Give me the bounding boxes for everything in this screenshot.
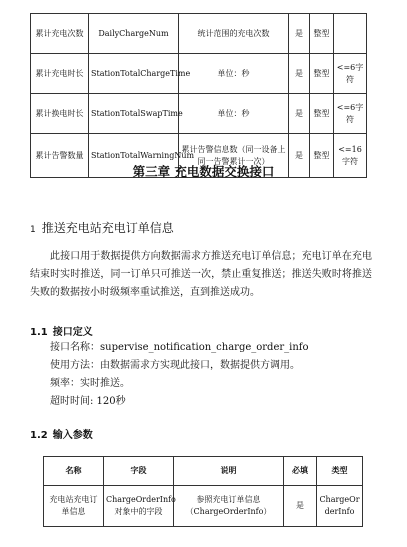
table-row [31,14,367,54]
subsection-title: 接口定义 [52,327,93,338]
cell-desc: 参照充电订单信息（ChargeOrderInfo） [174,486,284,527]
timeout-line: 超时时间: 120秒 [50,396,126,407]
cell-required: 是 [284,486,317,527]
section-heading [30,219,174,236]
cell-required: 是 [289,14,310,54]
cell-type: ChargeOrderInfo [317,486,363,527]
cell-note: <=16字符 [334,134,367,178]
cell-note: <=6字符 [334,94,367,134]
cell-name: 累计充电次数 [31,14,89,54]
header-field: 字段 [104,457,174,486]
cell-field: StationTotalSwapTime [89,94,179,134]
section-paragraph: 此接口用于数据提供方向数据需求方推送充电订单信息；充电订单在充电结束时实时推送，同一订单只可推送一次，禁止重复推送；推送失败时将推送失败的数据按小时级频率重试推送，直到推送成功。 [30,251,372,298]
cell-note [334,14,367,54]
cell-type: 整型 [310,134,334,178]
cell-field: DailyChargeNum [89,14,179,54]
subsection-title: 输入参数 [52,430,93,441]
cell-name: 累计告警数量 [31,134,89,178]
subsection-heading-interface-definition [30,323,93,338]
cell-required: 是 [289,134,310,178]
cell-name: 充电站充电订单信息 [44,486,104,527]
cell-field: StationTotalChargeTime [89,54,179,94]
input-params-table [43,456,363,527]
cell-desc: 统计范围的充电次数 [179,14,289,54]
cell-desc: 单位：秒 [179,94,289,134]
subsection-number: 1.2 [30,430,48,441]
section-title: 推送充电站充电订单信息 [41,221,174,235]
cell-field: StationTotalWarningNum [89,134,179,178]
header-name: 名称 [44,457,104,486]
interface-name-line: 接口名称：supervise_notification_charge_order_info [50,342,309,353]
table-row [31,54,367,94]
usage-line: 使用方法：由数据需求方实现此接口，数据提供方调用。 [50,360,300,371]
cell-note: <=6字符 [334,54,367,94]
table-row [44,486,363,527]
cell-desc: 累计告警信息数（同一设备上同一告警累计一次） [179,134,289,178]
cell-required: 是 [289,54,310,94]
table-header-row [44,457,363,486]
cell-desc: 单位：秒 [179,54,289,94]
cell-type: 整型 [310,94,334,134]
frequency-line: 频率：实时推送。 [50,378,130,389]
cell-required: 是 [289,94,310,134]
header-desc: 说明 [174,457,284,486]
cell-name: 累计换电时长 [31,94,89,134]
cell-name: 累计充电时长 [31,54,89,94]
fields-table [30,13,367,178]
header-required: 必填 [284,457,317,486]
table-row [31,94,367,134]
cell-type: 整型 [310,14,334,54]
cell-field: ChargeOrderInfo对象中的字段 [104,486,174,527]
subsection-number: 1.1 [30,327,48,338]
cell-type: 整型 [310,54,334,94]
section-number: 1 [30,225,36,235]
chapter-title: 第三章 充电数据交换接口 [132,164,275,179]
subsection-heading-input-params [30,426,93,441]
header-type: 类型 [317,457,363,486]
